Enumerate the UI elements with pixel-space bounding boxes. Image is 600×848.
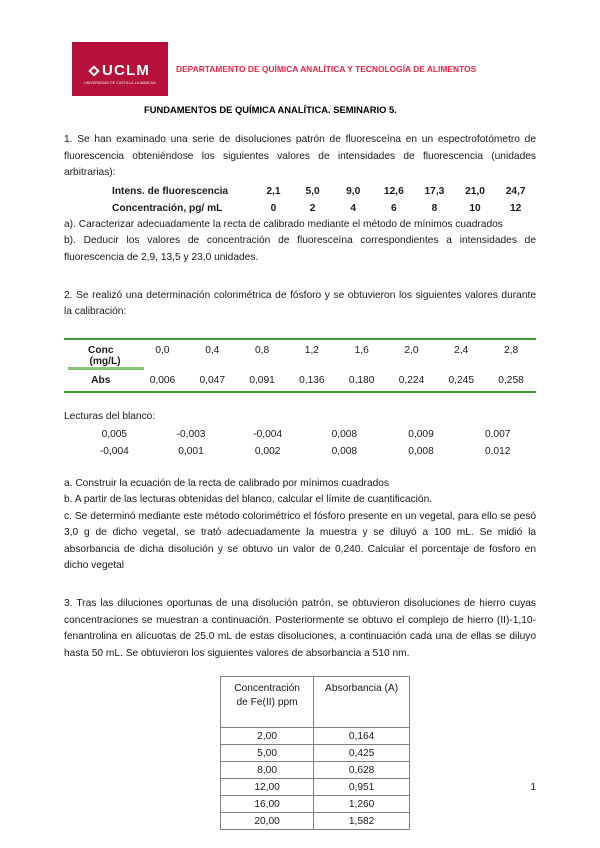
- q3-header-absorbance: Absorbancia (A): [314, 677, 410, 728]
- q3-abs-cell: 1,582: [314, 813, 410, 830]
- q3-abs-cell: 0,628: [314, 762, 410, 779]
- q1-intensity-value: 9,0: [346, 185, 361, 197]
- blank-value: -0,003: [176, 428, 206, 440]
- q2-conc-value: 1,6: [354, 345, 369, 357]
- blank-value: -0,004: [253, 428, 283, 440]
- q3-conc-cell: 16,00: [221, 796, 314, 813]
- department-title: DEPARTAMENTO DE QUÍMICA ANALÍTICA Y TECNOLOGÍA DE ALIMENTOS: [176, 64, 477, 74]
- q2-conc-unit: (mg/L): [89, 356, 121, 368]
- q2-item-b: b. A partir de las lecturas obtenidas del blanco, calcular el límite de cuantificación.: [64, 494, 433, 506]
- q3-abs-cell: 0,164: [314, 728, 410, 745]
- q2-conc-label: Conc: [88, 345, 114, 357]
- q2-conc-value: 0,8: [254, 345, 270, 357]
- q2-abs-value: 0,091: [249, 374, 275, 386]
- q3-table-body: [221, 728, 410, 830]
- table-row: [221, 762, 410, 779]
- q2-conc-value: 1,2: [304, 345, 319, 357]
- q2-item-a: a. Construir la ecuación de la recta de calibrado por mínimos cuadrados: [64, 477, 390, 489]
- q1-concentration-label: Concentración, pg/ mL: [112, 202, 223, 214]
- q2-conc-value: 2,8: [503, 345, 519, 357]
- q3-abs-cell: 0,951: [314, 779, 410, 796]
- q2-abs-row: [64, 375, 536, 386]
- q2-calibration-table: [64, 338, 536, 393]
- q1-intensity-value: 12,6: [383, 185, 404, 197]
- document-content: [64, 132, 536, 830]
- q2-conc-unit-row: [64, 356, 536, 367]
- q3-conc-cell: 12,00: [221, 779, 314, 796]
- q2-abs-label: Abs: [91, 374, 111, 386]
- q2-conc-value: 2,4: [454, 345, 469, 357]
- blank-value: 0,008: [331, 428, 358, 440]
- q2-abs-value: 0,258: [498, 374, 524, 386]
- blank-value: 0,012: [484, 445, 511, 457]
- blank-value: 0,001: [178, 445, 204, 457]
- q2-abs-value: 0,224: [398, 374, 425, 386]
- uclm-logo: [72, 42, 168, 96]
- q2-conc-row: [64, 345, 536, 356]
- q2-conc-value: 2,0: [404, 345, 419, 357]
- document-header: [64, 42, 536, 98]
- q2-blanks-row: [64, 443, 536, 460]
- blank-value: 0,007: [484, 428, 511, 440]
- q2-conc-value: 0,4: [205, 345, 220, 357]
- blank-value: 0,009: [408, 428, 434, 440]
- q1-intensity-value: 21,0: [465, 185, 485, 197]
- q3-abs-cell: 1,260: [314, 796, 410, 813]
- q3-table-head: [221, 677, 410, 728]
- q3-table-wrapper: [64, 676, 536, 830]
- q2-abs-value: 0,006: [149, 374, 176, 386]
- q3-statement: 3. Tras las diluciones oportunas de una disolución patrón, se obtuvieron disoluciones de hierro cuyas concentraciones se muestran a continuación. Posteriormente se obtuvo el complejo de hierro (II)-1,10-fenantrolina en alícuotas de 25.0 mL de estas disoluciones, a continuación cada una de ellas se diluyo hasta 50 mL. Se obtuvieron los siguientes valores de absorbancia a 510 nm.: [64, 598, 536, 659]
- q3-conc-cell: 20,00: [221, 813, 314, 830]
- table-row: [221, 728, 410, 745]
- q1-concentration-value: 2: [309, 202, 316, 214]
- page-number: 1: [530, 782, 536, 793]
- table-header-row: [221, 677, 410, 728]
- logo-wordmark: UCLM: [101, 62, 151, 79]
- q2-abs-value: 0,180: [348, 374, 375, 386]
- q3-header-concentration: [221, 677, 314, 728]
- blank-value: 0,008: [331, 445, 358, 457]
- q2-abs-value: 0,047: [199, 374, 226, 386]
- table-row: [221, 745, 410, 762]
- q2-blanks-title: Lecturas del blanco:: [64, 410, 156, 422]
- q2-item-c: c. Se determinó mediante este método colorimétrico el fósforo presente en un vegetal, para ello se pesó 3,0 g de dicho vegetal, se trató adecuadamente la muestra y se diluyó a 100 mL. Se midió la absorbancia de dicha disolución y se obtuvo un valor de 0,240. Calcular el porcentaje de fosforo en dicho vegetal: [64, 510, 536, 572]
- q1-concentration-value: 0: [270, 202, 277, 214]
- q2-conc-value: 0,0: [155, 345, 170, 357]
- q1-data-table: [64, 183, 536, 217]
- table-row: [221, 796, 410, 813]
- q1-intensity-value: 17,3: [424, 185, 445, 197]
- q2-blanks-row: [64, 426, 536, 443]
- logo-subtitle: UNIVERSIDAD DE CASTILLA-LA MANCHA: [84, 80, 156, 86]
- blank-value: 0,002: [254, 445, 281, 457]
- blank-value: -0,004: [99, 445, 129, 457]
- table-row: [221, 779, 410, 796]
- q3-abs-cell: 0,425: [314, 745, 410, 762]
- q3-absorbance-table: [220, 676, 410, 830]
- q3-conc-cell: 5,00: [221, 745, 314, 762]
- q1-concentration-value: 6: [390, 202, 397, 214]
- diamond-icon: [88, 65, 99, 76]
- q2-statement: 2. Se realizó una determinación colorimétrica de fósforo y se obtuvieron los siguientes valores durante la calibración:: [64, 289, 536, 318]
- q2-abs-value: 0,245: [448, 374, 474, 386]
- q1-intensity-row: [64, 183, 536, 200]
- q1-intensity-label: Intens. de fluorescencia: [112, 185, 229, 197]
- table-row: [221, 813, 410, 830]
- q1-item-b: b). Deducir los valores de concentración de fluoresceína correspondientes a intensidades de fluorescencia de 2,9, 13,5 y 23,0 unidades.: [64, 235, 536, 263]
- blank-value: 0,005: [101, 428, 128, 440]
- logo-wordmark-group: [90, 63, 150, 78]
- q1-concentration-value: 12: [509, 202, 522, 214]
- q1-concentration-value: 8: [431, 202, 438, 214]
- blank-value: 0,008: [408, 445, 434, 457]
- q1-intensity-value: 24,7: [505, 185, 526, 197]
- q1-concentration-value: 4: [350, 202, 357, 214]
- q3-header-conc-line1: Concentración: [234, 683, 300, 695]
- q1-concentration-row: [64, 200, 536, 217]
- q2-abs-value: 0,136: [299, 374, 325, 386]
- q1-item-a: a). Caracterizar adecuadamente la recta de calibrado mediante el método de mínimos cuadrados: [64, 218, 503, 230]
- q3-conc-cell: 2,00: [221, 728, 314, 745]
- q1-concentration-value: 10: [469, 202, 481, 214]
- q3-header-conc-line2: de Fe(II) ppm: [236, 697, 298, 709]
- page-title: FUNDAMENTOS DE QUÍMICA ANALÍTICA. SEMINARIO 5.: [144, 104, 397, 115]
- q3-conc-cell: 8,00: [221, 762, 314, 779]
- q1-intensity-value: 2,1: [266, 185, 281, 197]
- q1-intensity-value: 5,0: [305, 185, 320, 197]
- q1-statement: 1. Se han examinado una serie de disoluciones patrón de fluoresceína en un espectrofotómetro de fluorescencia obteniéndose los siguientes valores de intensidades de fluorescencia (unidades arbitrarias):: [64, 134, 536, 179]
